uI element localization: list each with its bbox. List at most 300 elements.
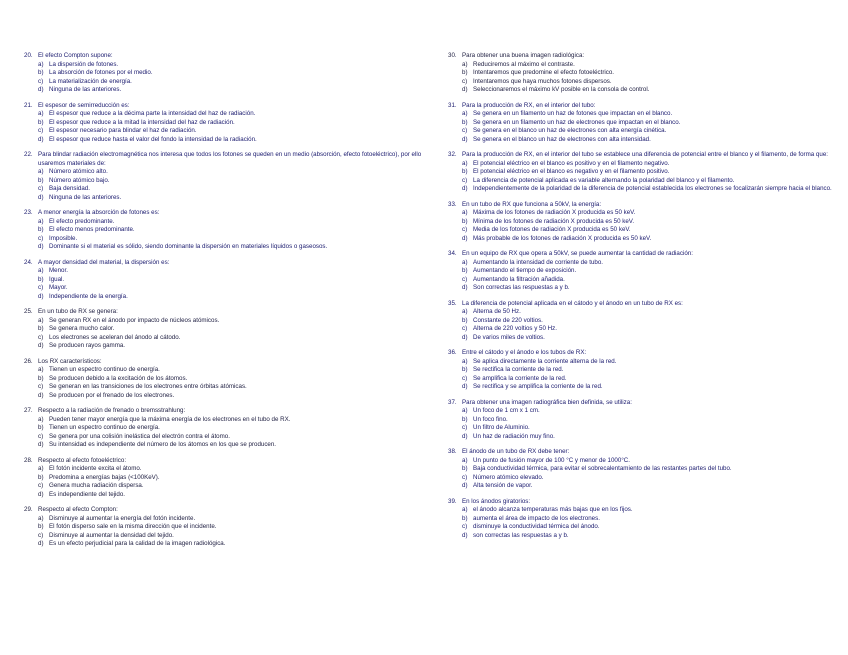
option-text: Se generan RX en el ánodo por impacto de núcleos atómicos.	[49, 316, 220, 324]
option-text: El espesor que reduce a la décima parte la intensidad del haz de radiación.	[49, 110, 256, 117]
option-letter: a)	[462, 506, 468, 513]
question-number: 25.	[24, 308, 33, 315]
option-letter: b)	[462, 514, 468, 522]
option-text: Baja densidad.	[49, 185, 90, 192]
question-number: 35.	[448, 299, 457, 307]
answer-option	[24, 416, 424, 425]
question-number: 31.	[448, 101, 457, 109]
exam-page	[24, 52, 832, 642]
question-text: Respecto a la radiación de frenado o bremsstrahlung:	[38, 407, 186, 414]
option-text: El potencial eléctrico en el blanco es negativo y en el filamento positivo.	[473, 168, 670, 175]
option-letter: d)	[462, 383, 468, 390]
answer-option	[24, 433, 424, 442]
option-letter: d)	[462, 531, 468, 539]
option-letter: c)	[462, 176, 468, 184]
answer-option	[24, 69, 424, 78]
answer-option	[24, 293, 424, 302]
answer-option	[448, 407, 832, 416]
option-text: La materialización de energía.	[49, 77, 132, 85]
question-block	[24, 52, 424, 95]
option-letter: b)	[38, 424, 44, 431]
answer-option	[448, 235, 832, 244]
answer-option	[448, 61, 832, 70]
option-letter: d)	[462, 432, 468, 440]
question-number: 21.	[24, 101, 33, 109]
option-letter: d)	[38, 391, 44, 399]
option-letter: b)	[38, 118, 44, 126]
option-text: Se rectifica la corriente de la red.	[473, 366, 564, 373]
option-letter: d)	[38, 540, 44, 547]
answer-option	[24, 465, 424, 474]
option-letter: d)	[462, 86, 468, 93]
option-text: Se genera en un filamento un haz de fotones que impactan en el blanco.	[473, 110, 673, 117]
answer-option	[24, 177, 424, 186]
option-text: Se genera en el blanco un haz de electrones con alta intensidad.	[473, 135, 651, 143]
answer-option	[448, 366, 832, 375]
option-letter: a)	[462, 209, 468, 216]
answer-option	[448, 276, 832, 285]
option-letter: c)	[462, 424, 468, 431]
option-text: Media de los fotones de radiación X producida es 50 keV.	[473, 226, 631, 233]
left-column	[24, 52, 424, 556]
option-text: Es independiente del tejido.	[49, 490, 126, 498]
answer-option	[24, 218, 424, 227]
question-block	[24, 102, 424, 145]
question-text: En un equipo de RX que opera a 50kV, se puede aumentar la cantidad de radiación:	[462, 250, 693, 257]
answer-option	[448, 416, 832, 425]
option-text: Se producen debido a la excitación de los átomos.	[49, 374, 188, 382]
right-column	[448, 52, 832, 547]
question-header	[448, 102, 832, 111]
option-text: El espesor necesario para blindar el haz de radiación.	[49, 127, 197, 134]
answer-option	[24, 491, 424, 500]
question-number: 39.	[448, 497, 457, 505]
answer-option	[24, 317, 424, 326]
answer-option	[24, 168, 424, 177]
option-text: Son correctas las respuestas a y b.	[473, 284, 570, 291]
answer-option	[448, 383, 832, 392]
option-text: Número atómico elevado.	[473, 473, 544, 481]
question-header	[24, 259, 424, 268]
option-letter: b)	[462, 465, 468, 472]
question-text: Para blindar radiación electromagnética nos interesa que todos los fotones se queden en un medio (absorción, efecto fotoeléctrico), por ello usaremos materiales de:	[38, 151, 422, 167]
option-letter: d)	[38, 193, 44, 201]
answer-option	[24, 78, 424, 87]
question-block	[24, 209, 424, 252]
question-text: Para obtener una buena imagen radiológica:	[462, 52, 585, 59]
option-text: Ninguna de las anteriores.	[49, 193, 122, 201]
option-letter: b)	[38, 374, 44, 382]
option-letter: a)	[462, 456, 468, 464]
answer-option	[24, 267, 424, 276]
question-block	[24, 457, 424, 500]
question-text: Para la producción de RX, en el interior del tubo:	[462, 101, 596, 109]
question-header	[448, 399, 832, 408]
question-number: 37.	[448, 398, 457, 406]
option-letter: a)	[38, 465, 44, 472]
option-letter: d)	[38, 342, 44, 349]
option-text: La absorción de fotones por el medio.	[49, 69, 153, 76]
option-text: Constante de 220 voltios.	[473, 316, 543, 324]
option-letter: b)	[462, 415, 468, 423]
option-text: Se rectifica y se amplifica la corriente de la red.	[473, 383, 603, 390]
option-letter: c)	[38, 185, 44, 192]
answer-option	[448, 375, 832, 384]
option-letter: d)	[38, 441, 44, 448]
option-text: Disminuye al aumentar la energía del fotón incidente.	[49, 514, 196, 522]
question-text: En un tubo de RX que funciona a 50kV, la energía:	[462, 200, 602, 208]
answer-option	[448, 86, 832, 95]
answer-option	[448, 424, 832, 433]
option-letter: a)	[38, 514, 44, 522]
option-letter: c)	[462, 275, 468, 283]
option-text: Se genera en el blanco un haz de electrones con alta energía cinética.	[473, 127, 667, 134]
question-header	[448, 201, 832, 210]
option-letter: b)	[38, 226, 44, 233]
answer-option	[24, 441, 424, 450]
option-letter: a)	[38, 316, 44, 324]
answer-option	[448, 334, 832, 343]
answer-option	[448, 259, 832, 268]
answer-option	[448, 482, 832, 491]
question-header	[24, 151, 424, 168]
question-header	[24, 407, 424, 416]
answer-option	[448, 433, 832, 442]
answer-option	[24, 424, 424, 433]
question-header	[24, 52, 424, 61]
option-text: Su intensidad es independiente del número de los átomos en los que se producen.	[49, 441, 277, 448]
answer-option	[448, 457, 832, 466]
option-letter: b)	[38, 325, 44, 332]
question-number: 36.	[448, 349, 457, 356]
question-number: 27.	[24, 407, 33, 414]
option-letter: b)	[38, 69, 44, 76]
option-letter: a)	[38, 217, 44, 225]
option-letter: b)	[462, 168, 468, 175]
option-letter: a)	[462, 407, 468, 414]
answer-option	[24, 194, 424, 203]
option-letter: a)	[38, 267, 44, 274]
option-letter: b)	[462, 217, 468, 225]
option-text: El potencial eléctrico en el blanco es positivo y en el filamento negativo.	[473, 159, 670, 167]
question-text: A mayor densidad del material, la dispersión es:	[38, 258, 170, 266]
option-text: Se aplica directamente la corriente alterna de la red.	[473, 357, 617, 365]
question-block	[24, 308, 424, 351]
answer-option	[448, 465, 832, 474]
option-text: La dispersión de fotones.	[49, 60, 119, 68]
option-text: Un punto de fusión mayor de 100 °C y menor de 1000°C.	[473, 456, 630, 464]
question-header	[448, 498, 832, 507]
answer-option	[448, 168, 832, 177]
option-text: Baja conductividad térmica, para evitar el sobrecalentamiento de las restantes partes del tubo.	[473, 465, 732, 472]
question-text: El espesor de semirreducción es:	[38, 101, 130, 109]
option-text: Ninguna de las anteriores.	[49, 86, 122, 93]
option-text: El efecto predominante.	[49, 217, 115, 225]
option-letter: b)	[462, 118, 468, 126]
question-block	[448, 151, 832, 194]
question-text: En los ánodos giratorios:	[462, 497, 531, 505]
option-letter: d)	[38, 243, 44, 250]
answer-option	[24, 366, 424, 375]
question-number: 34.	[448, 250, 457, 257]
answer-option	[24, 226, 424, 235]
option-text: Independientemente de la polaridad de la diferencia de potencial establecida los electrones se focalizarán siempre hacia el blanco.	[473, 185, 832, 192]
option-letter: c)	[38, 531, 44, 539]
answer-option	[24, 532, 424, 541]
question-number: 20.	[24, 52, 33, 59]
answer-option	[24, 235, 424, 244]
option-letter: b)	[38, 275, 44, 283]
option-text: Se generan en las transiciones de los electrones entre órbitas atómicas.	[49, 383, 247, 390]
answer-option	[448, 325, 832, 334]
question-number: 26.	[24, 357, 33, 365]
option-letter: b)	[38, 176, 44, 184]
question-header	[448, 151, 832, 160]
option-letter: a)	[38, 110, 44, 117]
answer-option	[448, 218, 832, 227]
answer-option	[448, 267, 832, 276]
option-letter: c)	[462, 473, 468, 481]
question-header	[448, 448, 832, 457]
option-letter: d)	[462, 482, 468, 489]
question-header	[24, 308, 424, 317]
question-text: El ánodo de un tubo de RX debe tener:	[462, 448, 570, 455]
option-letter: a)	[38, 366, 44, 373]
question-text: El efecto Compton supone:	[38, 52, 113, 59]
question-block	[448, 498, 832, 541]
option-letter: a)	[462, 159, 468, 167]
option-text: Un filtro de Aluminio.	[473, 424, 530, 431]
question-text: Entre el cátodo y el ánodo e los tubos de RX:	[462, 349, 587, 356]
option-text: De varios miles de voltios.	[473, 333, 545, 341]
option-text: Máxima de los fotones de radiación X producida es 50 keV.	[473, 209, 636, 216]
option-letter: a)	[38, 60, 44, 68]
option-text: Más probable de los fotones de radiación X producida es 50 keV.	[473, 234, 652, 242]
option-text: Reduciremos al máximo el contraste.	[473, 60, 575, 68]
answer-option	[448, 284, 832, 293]
answer-option	[448, 523, 832, 532]
option-letter: d)	[462, 284, 468, 291]
option-text: aumenta el área de impacto de los electrones.	[473, 514, 600, 522]
option-text: Igual.	[49, 275, 65, 283]
answer-option	[448, 506, 832, 515]
answer-option	[24, 110, 424, 119]
option-text: Intentaremos que predomine el efecto fotoeléctrico.	[473, 69, 615, 76]
answer-option	[448, 69, 832, 78]
option-text: Un foco de 1 cm x 1 cm.	[473, 407, 540, 414]
option-text: Pueden tener mayor energía que la máxima energía de los electrones en el tubo de RX.	[49, 415, 291, 423]
option-text: son correctas las respuestas a y b.	[473, 531, 569, 539]
question-block	[448, 399, 832, 442]
option-letter: b)	[462, 267, 468, 274]
option-letter: d)	[462, 333, 468, 341]
option-letter: c)	[38, 284, 44, 291]
answer-option	[448, 358, 832, 367]
question-block	[448, 102, 832, 145]
answer-option	[448, 515, 832, 524]
answer-option	[24, 243, 424, 252]
option-text: Un foco fino.	[473, 415, 508, 423]
option-text: Predomina a energías bajas (<100KeV).	[49, 473, 160, 481]
option-text: Alterna de 50 Hz.	[473, 308, 521, 315]
question-header	[448, 52, 832, 61]
option-letter: c)	[38, 432, 44, 440]
question-text: Para la producción de RX, en el interior del tubo se establece una diferencia de potencial entre el blanco y el filamento, de forma que:	[462, 151, 828, 158]
answer-option	[448, 474, 832, 483]
option-text: disminuye la conductividad térmica del ánodo.	[473, 523, 600, 530]
option-letter: b)	[462, 366, 468, 373]
answer-option	[24, 284, 424, 293]
answer-option	[448, 185, 832, 194]
answer-option	[448, 110, 832, 119]
option-text: Se producen por el frenado de los electrones.	[49, 391, 175, 399]
answer-option	[24, 185, 424, 194]
option-text: Tienen un espectro continuo de energía.	[49, 366, 160, 373]
answer-option	[448, 78, 832, 87]
option-text: Los electrones se aceleran del ánodo al cátodo.	[49, 333, 181, 341]
question-number: 24.	[24, 258, 33, 266]
option-letter: c)	[38, 77, 44, 85]
option-letter: c)	[38, 127, 44, 134]
option-text: Tienen un espectro continuo de energía.	[49, 424, 160, 431]
option-letter: c)	[38, 234, 44, 242]
option-text: Intentaremos que haya muchos fotones dispersos.	[473, 77, 612, 85]
option-text: Se producen rayos gamma.	[49, 342, 126, 349]
answer-option	[24, 136, 424, 145]
option-letter: b)	[38, 473, 44, 481]
answer-option	[24, 86, 424, 95]
question-text: A menor energía la absorción de fotones es:	[38, 209, 160, 216]
question-number: 32.	[448, 151, 457, 158]
question-header	[448, 349, 832, 358]
option-text: Un haz de radiación muy fino.	[473, 432, 555, 440]
option-letter: c)	[38, 333, 44, 341]
option-text: Se genera en un filamento un haz de electrones que impactan en el blanco.	[473, 118, 681, 126]
option-text: Independiente de la energía.	[49, 292, 128, 300]
answer-option	[448, 119, 832, 128]
option-text: Se amplifica la corriente de la red.	[473, 374, 567, 382]
option-letter: c)	[462, 226, 468, 233]
option-letter: d)	[38, 490, 44, 498]
option-text: El efecto menos predominante.	[49, 226, 135, 233]
option-text: Alta tensión de vapor.	[473, 482, 533, 489]
option-text: Mayor.	[49, 284, 68, 291]
option-letter: c)	[462, 77, 468, 85]
question-header	[24, 358, 424, 367]
question-header	[448, 250, 832, 259]
answer-option	[448, 127, 832, 136]
option-text: Aumentando la intensidad de corriente de tubo.	[473, 258, 604, 266]
answer-option	[24, 61, 424, 70]
question-block	[448, 52, 832, 95]
option-letter: a)	[38, 168, 44, 175]
option-letter: c)	[462, 127, 468, 134]
option-letter: d)	[462, 234, 468, 242]
option-letter: d)	[462, 185, 468, 192]
answer-option	[24, 474, 424, 483]
option-text: Dominante si el material es sólido, siendo dominante la dispersión en materiales líquidos o gaseosos.	[49, 243, 328, 250]
answer-option	[24, 482, 424, 491]
question-number: 22.	[24, 151, 33, 158]
question-number: 29.	[24, 506, 33, 513]
question-block	[448, 250, 832, 293]
option-letter: d)	[38, 86, 44, 93]
option-text: Se genera mucho calor.	[49, 325, 115, 332]
option-letter: c)	[462, 523, 468, 530]
option-text: Aumentando el tiempo de exposición.	[473, 267, 577, 274]
option-text: Es un efecto perjudicial para la calidad de la imagen radiológica.	[49, 540, 226, 547]
answer-option	[24, 375, 424, 384]
option-letter: c)	[462, 325, 468, 332]
answer-option	[24, 342, 424, 351]
answer-option	[448, 160, 832, 169]
question-text: Para obtener una imagen radiográfica bien definida, se utiliza:	[462, 398, 632, 406]
option-text: Imposible.	[49, 234, 78, 242]
answer-option	[448, 532, 832, 541]
answer-option	[448, 308, 832, 317]
answer-option	[24, 392, 424, 401]
option-letter: a)	[462, 258, 468, 266]
answer-option	[24, 540, 424, 549]
question-header	[24, 209, 424, 218]
question-header	[24, 457, 424, 466]
option-letter: b)	[38, 523, 44, 530]
option-letter: a)	[462, 357, 468, 365]
answer-option	[448, 317, 832, 326]
answer-option	[448, 177, 832, 186]
option-text: Alterna de 220 voltios y 50 Hz.	[473, 325, 557, 332]
option-letter: a)	[462, 60, 468, 68]
option-text: Menor.	[49, 267, 68, 274]
option-text: Disminuye al aumentar la densidad del tejido.	[49, 531, 174, 539]
question-number: 23.	[24, 209, 33, 216]
answer-option	[24, 119, 424, 128]
option-letter: d)	[38, 292, 44, 300]
answer-option	[24, 276, 424, 285]
option-text: El espesor que reduce hasta el valor del fondo la intensidad de la radiación.	[49, 135, 257, 143]
option-letter: c)	[38, 383, 44, 390]
option-text: Se genera por una colisión inelástica del electrón contra el átomo.	[49, 432, 230, 440]
option-text: Número atómico alto.	[49, 168, 108, 175]
option-text: El espesor que reduce a la mitad la intensidad del haz de radiación.	[49, 118, 235, 126]
option-letter: b)	[462, 69, 468, 76]
question-block	[24, 151, 424, 202]
answer-option	[24, 383, 424, 392]
question-number: 33.	[448, 200, 457, 208]
option-letter: a)	[38, 415, 44, 423]
option-letter: a)	[462, 308, 468, 315]
answer-option	[24, 325, 424, 334]
option-text: Número atómico bajo.	[49, 176, 110, 184]
question-block	[24, 259, 424, 302]
option-text: el ánodo alcanza temperaturas más bajas que en los fijos.	[473, 506, 633, 513]
option-letter: b)	[462, 316, 468, 324]
question-block	[448, 349, 832, 392]
question-block	[448, 300, 832, 343]
question-block	[448, 201, 832, 244]
question-header	[448, 300, 832, 309]
option-letter: c)	[38, 482, 44, 489]
option-text: El fotón incidente excita el átomo.	[49, 465, 142, 472]
option-letter: d)	[38, 135, 44, 143]
option-letter: a)	[462, 110, 468, 117]
question-text: Los RX característicos:	[38, 357, 102, 365]
option-letter: c)	[462, 374, 468, 382]
question-text: La diferencia de potencial aplicada en el cátodo y el ánodo en un tubo de RX es:	[462, 299, 683, 307]
question-block	[24, 358, 424, 401]
answer-option	[24, 515, 424, 524]
question-block	[24, 407, 424, 450]
